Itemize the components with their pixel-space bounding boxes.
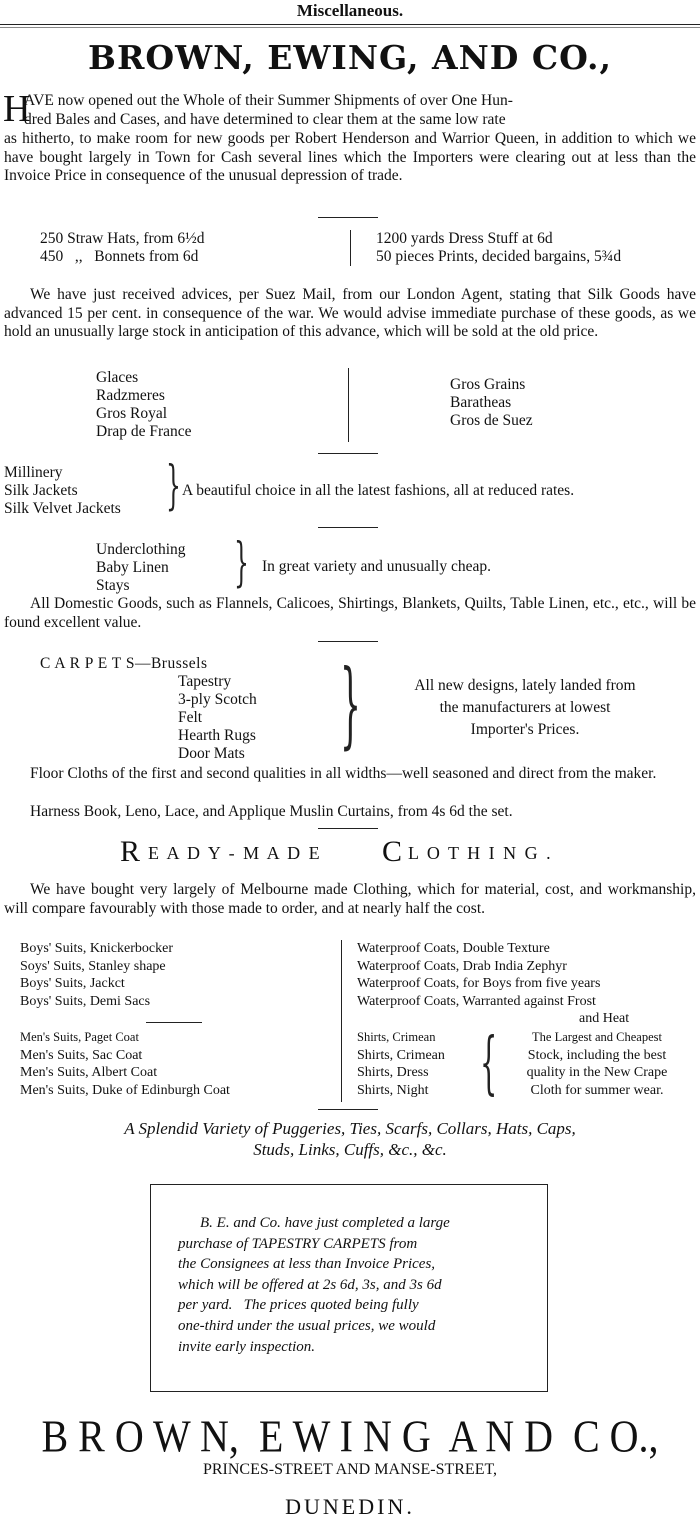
footer-city: DUNEDIN. — [285, 1494, 415, 1519]
underclothing-note: In great variety and unusually cheap. — [262, 558, 491, 575]
dropcap: H — [3, 88, 31, 130]
hats-item: 1200 yards Dress Stuff at 6d — [376, 230, 553, 247]
right-brace: } — [340, 650, 361, 759]
clothing-item: Boys' Suits, Jackct — [20, 976, 125, 991]
intro-line-1: AVE now opened out the Whole of their Summer Shipments of over One Hun- — [24, 92, 513, 109]
clothing-item: Waterproof Coats, Double Texture — [357, 941, 550, 956]
divider — [146, 1022, 202, 1023]
silk-item: Gros de Suez — [450, 412, 533, 429]
firm-heading: BROWN, EWING, AND CO., — [88, 38, 612, 77]
carpet-item: Hearth Rugs — [178, 727, 256, 744]
silk-item: Gros Grains — [450, 376, 526, 393]
clothing-text: L O T H I N G . — [408, 843, 553, 863]
hats-item: 450 ,, Bonnets from 6d — [40, 248, 199, 265]
footer-address: PRINCES-STREET AND MANSE-STREET, — [202, 1461, 498, 1478]
shirts-note — [494, 1029, 700, 1099]
variety-text — [0, 1118, 700, 1160]
hats-left — [40, 230, 204, 266]
carpet-item: Tapestry — [178, 673, 232, 690]
intro-line-2: dred Bales and Cases, and have determined to clear them at the same low rate — [24, 111, 506, 128]
footer-firm: B R O W N, E W I N G A N D C O., — [41, 1410, 659, 1462]
carpets-note-line: All new designs, lately landed from — [414, 677, 636, 694]
clothing-item: Waterproof Coats, Drab India Zephyr — [357, 958, 567, 974]
shirts-note-line: Cloth for summer wear. — [530, 1082, 664, 1098]
clothing-item: Boys' Suits, Knickerbocker — [20, 941, 174, 956]
clothing-item: Soys' Suits, Stanley shape — [20, 958, 166, 974]
notice-line: per yard. The prices quoted being fully — [178, 1297, 419, 1314]
silk-item: Baratheas — [450, 394, 512, 411]
section-heading: Miscellaneous. — [296, 1, 404, 20]
notice-line: one-third under the usual prices, we would — [178, 1317, 436, 1334]
shirts-note-line: The Largest and Cheapest — [532, 1030, 662, 1044]
clothing-item: Waterproof Coats, for Boys from five years — [357, 976, 601, 991]
clothing-intro: We have bought very largely of Melbourne made Clothing, which for material, cost, and workmanship, will compare favourably with those made to order, and at nearly half the cost. — [4, 881, 696, 917]
silks-right — [450, 376, 533, 430]
clothing-item: Men's Suits, Paget Coat — [20, 1030, 139, 1044]
carpet-item: Felt — [178, 709, 203, 726]
divider — [318, 527, 378, 528]
carpet-item: Door Mats — [178, 745, 245, 762]
clothing-item: Waterproof Coats, Warranted against Frost — [357, 993, 596, 1009]
divider — [318, 453, 378, 454]
silks-left — [96, 369, 192, 441]
millinery-note: A beautiful choice in all the latest fashions, all at reduced rates. — [182, 482, 575, 499]
left-brace: { — [480, 1024, 498, 1103]
notice-line: which will be offered at 2s 6d, 3s, and 3s 6d — [178, 1276, 442, 1293]
domestic-paragraph: All Domestic Goods, such as Flannels, Calicoes, Shirtings, Blankets, Quilts, Table Linen, etc., etc., will be found excellent value. — [4, 595, 696, 631]
hats-right — [376, 230, 621, 266]
clothing-item: Men's Suits, Albert Coat — [20, 1065, 158, 1080]
millinery-item: Silk Velvet Jackets — [4, 500, 121, 517]
shirts-note-line: Stock, including the best — [527, 1047, 667, 1063]
clothing-item: Men's Suits, Sac Coat — [20, 1047, 143, 1063]
underclothing-items — [96, 541, 186, 595]
curtains: Harness Book, Leno, Lace, and Applique Muslin Curtains, from 4s 6d the set. — [30, 803, 513, 820]
clothing-dropcap: C — [382, 835, 403, 868]
silk-item: Drap de France — [96, 423, 192, 440]
floor-cloths: Floor Cloths of the first and second qualities in all widths—well seasoned and direct from the maker. — [30, 765, 657, 782]
carpets-items — [178, 673, 257, 763]
millinery-item: Millinery — [4, 464, 63, 481]
underclothing-item: Underclothing — [96, 541, 186, 558]
millinery-item: Silk Jackets — [4, 482, 78, 499]
ready-made-dropcap: R — [120, 835, 141, 868]
notice-line: purchase of TAPESTRY CARPETS from — [178, 1235, 418, 1252]
underclothing-item: Baby Linen — [96, 559, 169, 576]
carpets-label: C A R P E T S—Brussels — [40, 655, 208, 672]
clothing-item: Boys' Suits, Demi Sacs — [20, 993, 151, 1009]
mens-suits — [20, 1029, 230, 1099]
divider — [318, 641, 378, 642]
silk-notice: We have just received advices, per Suez Mail, from our London Agent, stating that Silk Goods have advanced 15 per cent. in consequence of the war. We would advise immediate purchase of these goods, as we hold an unusually large stock in anticipation of this advance, which will be sold at the old price. — [4, 286, 696, 341]
clothing-item: Men's Suits, Duke of Edinburgh Coat — [20, 1082, 230, 1098]
underclothing-item: Stays — [96, 577, 130, 594]
ready-made-text: E A D Y - M A D E — [148, 843, 322, 863]
boxed-notice — [178, 1213, 450, 1357]
shirts-note-line: quality in the New Crape — [526, 1065, 668, 1080]
clothing-item: and Heat — [579, 1011, 630, 1026]
divider — [318, 1109, 378, 1110]
silk-item: Gros Royal — [96, 405, 168, 422]
millinery-items — [4, 464, 121, 518]
carpet-item: 3-ply Scotch — [178, 691, 257, 708]
right-brace: } — [234, 533, 249, 593]
divider — [318, 217, 378, 218]
hats-item: 250 Straw Hats, from 6½d — [40, 230, 205, 247]
column-rule — [341, 940, 342, 1102]
carpets-note-line: the manufacturers at lowest — [439, 699, 611, 716]
column-rule — [350, 230, 351, 266]
shirts — [357, 1029, 445, 1099]
clothing-item: Shirts, Night — [357, 1082, 429, 1098]
header-rule-2 — [0, 27, 700, 28]
notice-line: B. E. and Co. have just completed a large — [200, 1215, 450, 1231]
header-rule — [0, 24, 700, 25]
variety-line: Studs, Links, Cuffs, &c., &c. — [253, 1140, 447, 1159]
clothing-item: Shirts, Crimean — [357, 1047, 445, 1063]
carpets-note — [370, 675, 680, 741]
silk-item: Glaces — [96, 369, 139, 386]
column-rule — [348, 368, 349, 442]
variety-line: A Splendid Variety of Puggeries, Ties, Scarfs, Collars, Hats, Caps, — [124, 1119, 576, 1138]
boys-suits — [20, 940, 173, 1010]
divider — [318, 828, 378, 829]
right-brace: } — [166, 456, 181, 516]
notice-line: invite early inspection. — [178, 1338, 316, 1355]
waterproof-coats — [357, 940, 629, 1028]
clothing-item: Shirts, Crimean — [357, 1030, 436, 1044]
carpets-note-line: Importer's Prices. — [470, 721, 580, 738]
hats-item: 50 pieces Prints, decided bargains, 5¾d — [376, 248, 622, 265]
notice-line: the Consignees at less than Invoice Prices, — [178, 1256, 436, 1273]
intro-paragraph: as hitherto, to make room for new goods per Robert Henderson and Warrior Queen, in addition to which we have bought largely in Town for Cash several lines which the Importers were clearing out at less than the Invoice Price in consequence of the unusual depression of trade. — [4, 130, 696, 185]
clothing-item: Shirts, Dress — [357, 1065, 429, 1080]
silk-item: Radzmeres — [96, 387, 165, 404]
